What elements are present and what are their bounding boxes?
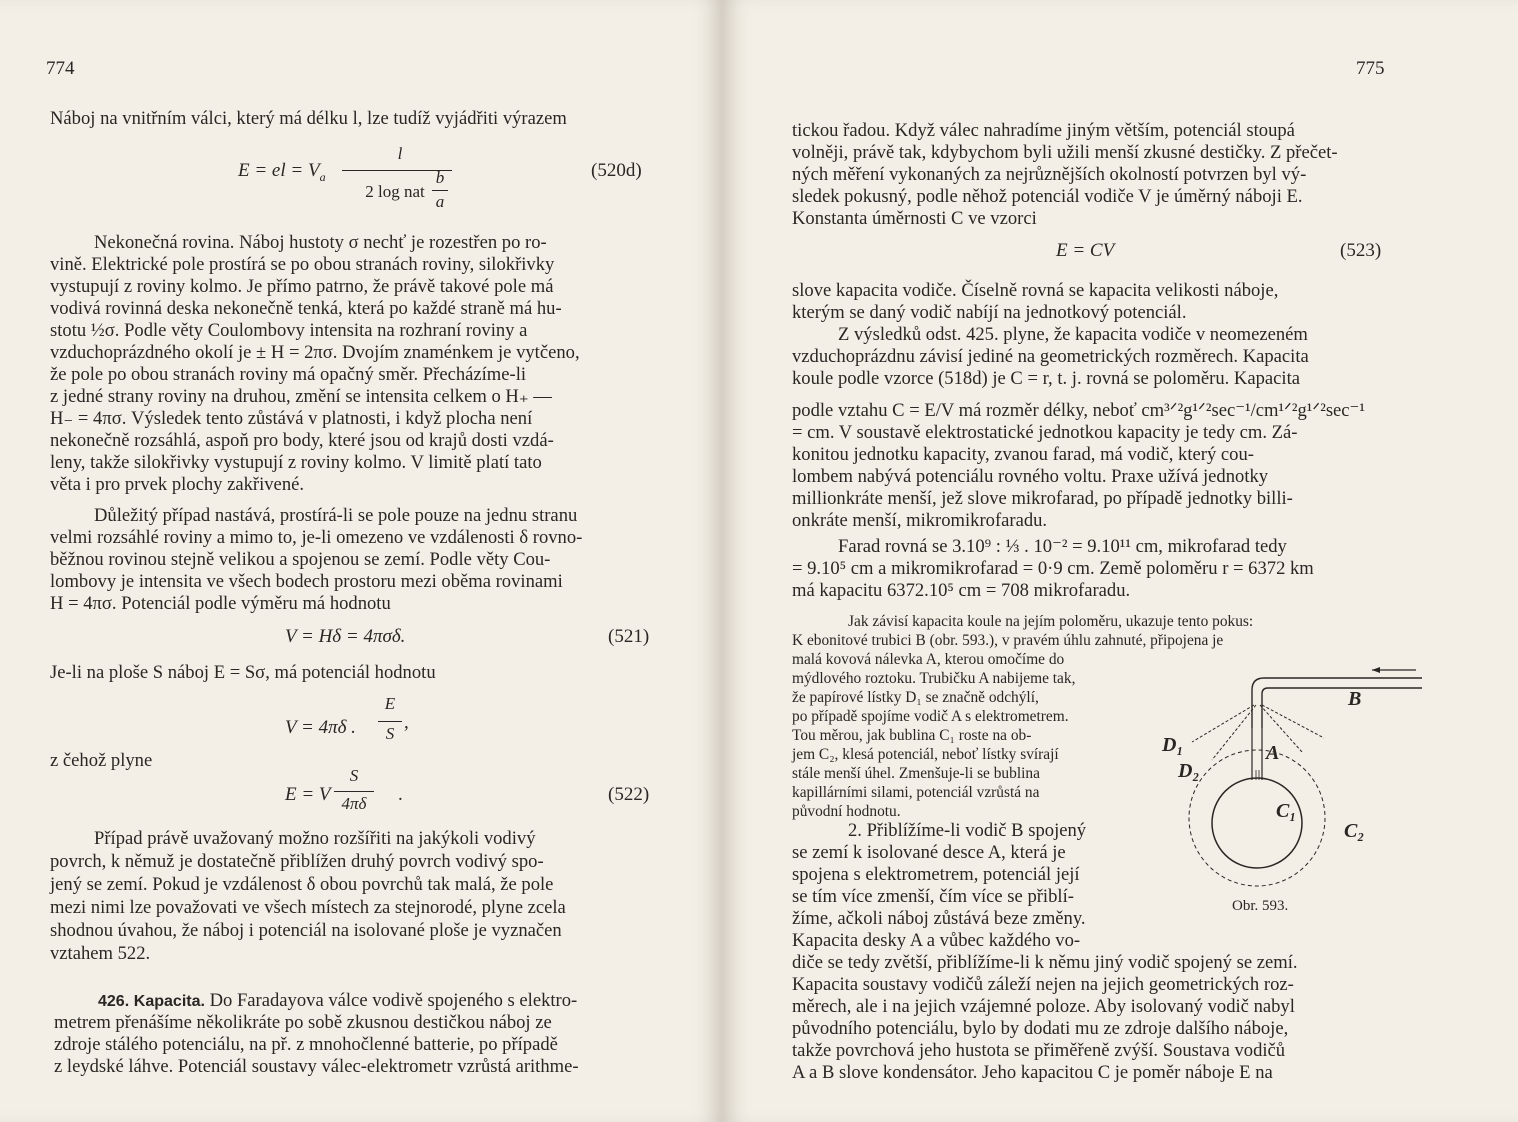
text-line: původní hodnotu. — [792, 803, 901, 820]
text-line: vodivá rovinná deska nekonečně tenká, která po každé straně má hu- — [50, 298, 562, 319]
text-line: kterým se daný vodič nabíjí na jednotkový potenciál. — [792, 302, 1187, 323]
right-page — [722, 0, 1518, 1122]
text-line: Případ právě uvažovaný možno rozšířiti na jakýkoli vodivý — [94, 828, 536, 849]
eq-520d-sub: a — [319, 169, 326, 184]
text-line: věta i pro prvek plochy zakřivené. — [50, 474, 305, 495]
text-line: Konstanta úměrnosti C ve vzorci — [792, 208, 1037, 229]
text-line: K ebonitové trubici B (obr. 593.), v pravém úhlu zahnuté, připojena je — [792, 632, 1224, 649]
text-line: takže povrchová jeho hustota se přiměřeně zvýší. Soustava vodičů — [792, 1040, 1286, 1061]
text-line: vystupují z roviny kolmo. Je přímo patrno, že právě takové pole má — [50, 276, 554, 297]
figure-caption: Obr. 593. — [1232, 898, 1289, 914]
text-line: jený se zemí. Pokud je vzdálenost δ obou povrchů tak malá, že pole — [50, 874, 554, 895]
text-line: se tím více zmenší, čím více se přiblí- — [792, 886, 1074, 907]
text-line: měrech, ale i na jejich vzájemné poloze. Aby isolovaný vodič nabyl — [792, 996, 1295, 1017]
page-number-left: 774 — [46, 58, 75, 79]
eq-522-number: (522) — [608, 784, 650, 805]
text-line: metrem přenášíme několikráte po sobě zkusnou destičkou náboj ze — [54, 1012, 552, 1033]
text-line: mýdlového roztoku. Trubičku A nabijeme tak, — [792, 670, 1076, 687]
text-line: H = 4πσ. Potenciál podle výměru má hodnotu — [50, 593, 391, 614]
text-line: lombem nabývá potenciálu rovného voltu. Praxe užívá jednotky — [792, 466, 1269, 487]
text-line: žíme, ačkoli náboj zůstává beze změny. — [792, 908, 1086, 929]
equation-523: E = CV — [1056, 240, 1115, 261]
text-line: koule podle vzorce (518d) je C = r, t. j. rovná se poloměru. Kapacita — [792, 368, 1300, 389]
text-line: že papírové lístky D₁ se značně odchýlí, — [792, 689, 1039, 706]
text-line: stotu ½σ. Podle věty Coulombovy intensita na rozhraní roviny a — [50, 320, 528, 341]
text-line: povrch, k němuž je dostatečně přiblížen druhý povrch vodivý spo- — [50, 851, 544, 872]
text-line: leny, takže silokřivky vystupují z roviny kolmo. V limitě platí tato — [50, 452, 542, 473]
label-C2: C₂ — [1344, 820, 1365, 842]
eq-523-number: (523) — [1340, 240, 1382, 261]
text-line: mezi nimi lze považovati ve všech místech za stejnorodé, plyne zcela — [50, 897, 566, 918]
text-line: malá kovová nálevka A, kterou omočíme do — [792, 651, 1065, 668]
eq-522-den: 4πδ — [341, 794, 367, 813]
eq-521-number: (521) — [608, 626, 650, 647]
text-line: shodnou úvahou, že náboj i potenciál na isolované ploše je vyznačen — [50, 920, 562, 941]
eq-v-num: E — [384, 694, 396, 713]
label-A: A — [1266, 742, 1280, 764]
area-line: Je-li na ploše S náboj E = Sσ, má potenciál hodnotu — [50, 662, 436, 683]
label-D1: D₁ — [1162, 734, 1184, 756]
text-line: Do Faradayova válce vodivě spojeného s elektro- — [209, 990, 578, 1011]
text-line: Jak závisí kapacita koule na jejím poloměru, ukazuje tento pokus: — [848, 613, 1254, 630]
text-line: po případě spojíme vodič A s elektrometrem. — [792, 708, 1069, 725]
text-line: původního potenciálu, bylo by dodati mu ze zdroje dalšího náboje, — [792, 1018, 1289, 1039]
text-line: Farad rovná se 3.10⁹ : ⅓ . 10⁻² = 9.10¹¹ cm, mikrofarad tedy — [838, 536, 1287, 557]
eq-520d-inner-bar — [432, 190, 448, 191]
eq-520d-log: 2 log nat — [365, 182, 425, 201]
section-number: 426. — [98, 993, 130, 1010]
text-line: Kapacita soustavy vodičů záleží nejen na jejich geometrických roz- — [792, 974, 1294, 995]
text-line: ných měření vykonaných za nejrůznějších okolností potvrzen byl vý- — [792, 164, 1307, 185]
eq-522-lhs: E = V — [285, 784, 331, 805]
eq-v-den: S — [385, 724, 395, 743]
figure-593 — [1152, 660, 1432, 920]
text-line: že pole po obou stranách roviny má opačný směr. Přecházíme-li — [50, 364, 527, 385]
text-line: konitou jednotku kapacity, zvanou farad, má vodič, který cou- — [792, 444, 1254, 465]
page-number-right: 775 — [1356, 58, 1385, 79]
text-line: A a B slove kondensátor. Jeho kapacitou C je poměr náboje E na — [792, 1062, 1273, 1083]
left-page — [0, 0, 722, 1122]
text-line: vzduchoprázdnu závisí jediné na geometrických rozměrech. Kapacita — [792, 346, 1309, 367]
text-line: vině. Elektrické pole prostírá se po obou stranách roviny, silokřivky — [50, 254, 555, 275]
eq-v-tail: , — [404, 712, 409, 733]
text-line: z leydské láhve. Potenciál soustavy válec-elektrometr vzrůstá arithme- — [54, 1056, 579, 1077]
eq-520d-number: (520d) — [591, 160, 642, 181]
text-line: Z výsledků odst. 425. plyne, že kapacita vodiče v neomezeném — [838, 324, 1308, 345]
text-line: lombovy je intensita ve všech bodech prostoru mezi oběma rovinami — [50, 571, 563, 592]
text-line: stále menší úhel. Zmenšuje-li se bublina — [792, 765, 1040, 782]
text-line: nekonečně rozsáhlá, aspoň pro body, které jsou od krajů dosti vzdá- — [50, 430, 554, 451]
eq-520d-numerator: l — [397, 144, 403, 163]
eq-522-tail: . — [398, 784, 403, 805]
text-line: Tou měrou, jak bublina C₁ roste na ob- — [792, 727, 1032, 744]
eq-v-bar — [378, 721, 402, 722]
text-line: = cm. V soustavě elektrostatické jednotkou kapacity je tedy cm. Zá- — [792, 422, 1298, 443]
text-line: má kapacitu 6372.10⁵ cm = 708 mikrofaradu. — [792, 580, 1131, 601]
eq-520d-inner-num: b — [435, 168, 445, 187]
text-line: se zemí k isolované desce A, která je — [792, 842, 1066, 863]
text-line: z jedné strany roviny na druhou, změní se intensita celkem o H₊ — — [50, 386, 552, 407]
text-line: onkráte menší, mikromikrofaradu. — [792, 510, 1048, 531]
text-line: diče se tedy zvětší, přiblížíme-li k němu jiný vodič spojený se zemí. — [792, 952, 1298, 973]
text-line: zdroje stálého potenciálu, na př. z mnohočlenné batterie, po případě — [54, 1034, 558, 1055]
label-C1: C₁ — [1276, 800, 1297, 822]
bubble-apparatus-drawing — [1152, 660, 1432, 920]
text-line: vztahem 522. — [50, 943, 151, 964]
text-line: H₋ = 4πσ. Výsledek tento zůstává v platnosti, i když plocha není — [50, 408, 533, 429]
eq-522-bar — [334, 791, 374, 792]
text-line: Důležitý případ nastává, prostírá-li se pole pouze na jednu stranu — [94, 505, 578, 526]
text-line: jem C₂, klesá potenciál, neboť lístky svírají — [792, 746, 1059, 763]
label-D2: D₂ — [1178, 760, 1200, 782]
text-line: 2. Přiblížíme-li vodič B spojený — [848, 820, 1087, 841]
text-line: volněji, právě tak, kdybychom byli užili menší zkusné destičky. Z přečet- — [792, 142, 1338, 163]
intro-line: Náboj na vnitřním válci, který má délku l, lze tudíž vyjádřiti výrazem — [50, 108, 567, 129]
text-line: sledek pokusný, podle něhož potenciál vodiče V je úměrný náboji E. — [792, 186, 1303, 207]
text-line: spojena s elektrometrem, potenciál její — [792, 864, 1080, 885]
text-line: vzduchoprázdného okolí je ± H = 2πσ. Dvojím znaménkem je vytčeno, — [50, 342, 580, 363]
equation-521: V = Hδ = 4πσδ. — [285, 626, 406, 647]
text-line: slove kapacita vodiče. Číselně rovná se kapacita velikosti náboje, — [792, 280, 1279, 301]
whence-line: z čehož plyne — [50, 750, 153, 771]
text-line: běžnou rovinou stejně velikou a spojenou se zemí. Podle věty Cou- — [50, 549, 551, 570]
text-line: podle vztahu C = E/V má rozměr délky, neboť cm³ᐟ²g¹ᐟ²sec⁻¹/cm¹ᐟ²g¹ᐟ²sec⁻¹ — [792, 400, 1365, 421]
label-B: B — [1348, 688, 1362, 710]
text-line: velmi rozsáhlé roviny a mimo to, je-li omezeno ve vzdálenosti δ rovno- — [50, 527, 583, 548]
text-line: = 9.10⁵ cm a mikromikrofarad = 0·9 cm. Země poloměru r = 6372 km — [792, 558, 1314, 579]
eq-520d-inner-den: a — [435, 192, 445, 211]
eq-522-num: S — [349, 766, 359, 785]
text-line: millionkráte menší, jež slove mikrofarad, po případě jednotky billi- — [792, 488, 1293, 509]
text-line: tickou řadou. Když válec nahradíme jiným větším, potenciál stoupá — [792, 120, 1295, 141]
text-line: kapillárními silami, potenciál vzrůstá na — [792, 784, 1040, 801]
eq-v-lhs: V = 4πδ . — [285, 717, 356, 738]
text-line: Kapacita desky A a vůbec každého vo- — [792, 930, 1081, 951]
section-title: Kapacita. — [133, 993, 205, 1010]
eq-520d-lhs: E = el = V — [238, 160, 320, 181]
text-line: Nekonečná rovina. Náboj hustoty σ nechť je rozestřen po ro- — [94, 232, 547, 253]
